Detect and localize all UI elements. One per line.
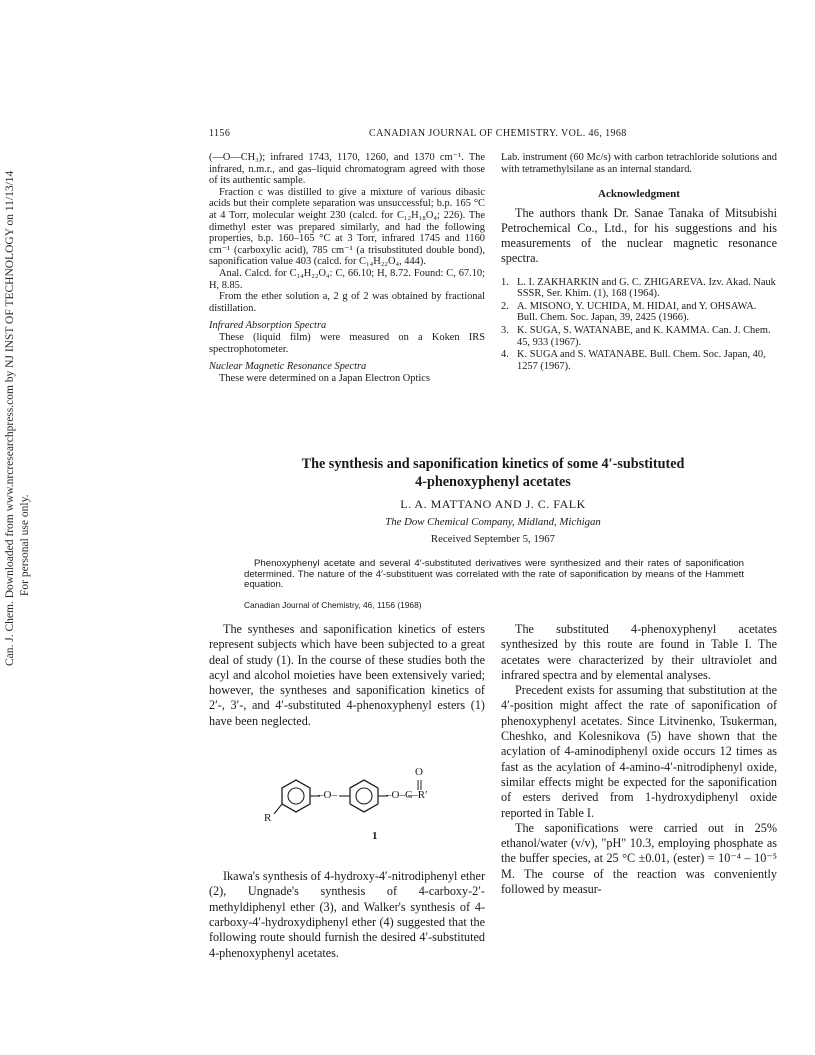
title-line: The synthesis and saponification kinetics of some 4′-substituted [301,456,685,472]
acknowledgment-heading: Acknowledgment [598,188,680,201]
chemical-structure-1 [260,768,490,850]
journal-citation: Canadian Journal of Chemistry, 46, 1156 (1968) [244,600,422,610]
title-line: 4-phenoxyphenyl acetates [415,474,571,490]
journal-header: CANADIAN JOURNAL OF CHEMISTRY. VOL. 46, 1968 [369,128,627,139]
ether-oxygen: –O– [318,789,337,801]
abstract: Phenoxyphenyl acetate and several 4′-substituted derivatives were synthesized and their rates of saponification determined. The nature of the 4′-substituent was correlated with the rate of saponification by means of the Hammett equation. [244,558,744,591]
section-subheading: Infrared Absorption Spectra [209,320,327,332]
acknowledgment-text: The authors thank Dr. Sanae Tanaka of Mitsubishi Petrochemical Co., Ltd., for his suggestions and his measurements of the nuclear magnetic resonance spectra. [501,205,777,266]
paragraph: Precedent exists for assuming that substitution at the 4′-position might affect the rate of saponification of phenoxyphenyl acetates. Since Litvinenko, Tsukerman, Cheshko, and Kolesnikova (5) have shown that the acylation of 4-aminodiphenyl oxide occurs 12 times as fast as the acylation of 4-amino-4′-nitrodiphenyl oxide, similar effects might be expected for the saponification of esters derived from 1-hydroxydiphenyl oxide reported in Table I. [501,683,777,820]
paragraph: The syntheses and saponification kinetics of esters represent subjects which have been subjected to a great deal of study (1). In the course of these studies both the acyl and alcohol moieties have been extensively varied; however, the syntheses and saponification kinetics of 2′-, 3′-, and 4′-substituted 4-phenoxyphenyl esters (1) have been neglected. [209,622,485,728]
reference-item: 4. K. SUGA and S. WATANABE. Bull. Chem. Soc. Japan, 40, 1257 (1967). [501,349,766,372]
paragraph: Fraction c was distilled to give a mixture of various dibasic acids but their complete separation was unsuccessful; b.p. 165 °C at 4 Torr, molecular weight 230 (calcd. for C₁₂H₁₈O₄; 226). The dimethyl ester was prepared similarly, and had the following properties, b.p. 160–165 °C at 3 Torr, infrared 1745 and 1160 cm⁻¹ (carboxylic acid), 785 cm⁻¹ (a trisubstituted double bond), saponification value 403 (calcd. for C₁₄H₂₂O₄, 444). [209,186,485,268]
section-subheading: Nuclear Magnetic Resonance Spectra [209,361,367,373]
paragraph: These were determined on a Japan Electron Optics [219,372,430,384]
reference-item: 3. K. SUGA, S. WATANABE, and K. KAMMA. Can. J. Chem. 45, 933 (1967). [501,324,771,348]
previous-article-left-column [209,152,485,384]
reference-item: 2. A. MISONO, Y. UCHIDA, M. HIDAI, and Y. OHSAWA. Bull. Chem. Soc. Japan, 39, 2425 (1966). [501,300,757,324]
previous-article-right-column [501,152,777,373]
personal-use-note: For personal use only. [19,494,31,596]
paragraph: (—O—CH₃); infrared 1743, 1170, 1260, and 1370 cm⁻¹. The infrared, n.m.r., and gas–liquid chromatogram agreed with those of its authentic sample. [209,152,485,187]
compound-number: 1 [372,830,378,842]
paragraph: Ikawa's synthesis of 4-hydroxy-4′-nitrodiphenyl ether (2), Ungnade's synthesis of 4-carboxy-2′-methyldiphenyl ether (3), and Walker's synthesis of 4-carboxy-4′-hydroxydiphenyl ether (4) suggested that the following route should furnish the desired 4′-substituted 4-phenoxyphenyl acetates. [209,869,485,960]
article-right-column [501,622,777,897]
paragraph: The substituted 4-phenoxyphenyl acetates synthesized by this route are found in Table I. The acetates were characterized by their ultraviolet and infrared spectra and by elemental analyses. [501,622,777,682]
reference-item: 1. L. I. ZAKHARKIN and G. C. ZHIGAREVA. Izv. Akad. Nauk SSSR, Ser. Khim. (1), 168 (1964). [501,276,776,300]
substituent-r: R [264,812,272,824]
article-authors: L. A. MATTANO AND J. C. FALK [400,497,586,511]
author-affiliation: The Dow Chemical Company, Midland, Michigan [385,516,601,528]
carbonyl-oxygen: O [415,766,423,778]
article-title [209,455,777,491]
page-number: 1156 [209,128,231,139]
download-watermark [2,170,36,666]
reference-list [501,277,777,373]
paragraph: These (liquid film) were measured on a Koken IRS spectrophotometer. [209,331,485,355]
paragraph: The saponifications were carried out in 25% ethanol/water (v/v), "pH" 10.3, employing phosphate as the buffer species, at 25 °C ±0.01, (ester) = 10⁻⁴ – 10⁻⁵ M. The course of the reaction was conveniently followed by measur- [501,820,777,897]
received-date: Received September 5, 1967 [430,533,556,545]
download-note-line: Can. J. Chem. Downloaded from www.nrcresearchpress.com by NJ INST OF TECHNOLOGY on 11/13/14 [4,170,16,666]
paragraph: Anal. Calcd. for C₁₄H₂₂O₄: C, 66.10; H, 8.72. Found: C, 67.10; H, 8.85. [209,267,485,291]
ester-group: –O–C–R′ [386,789,428,801]
paragraph: Lab. instrument (60 Mc/s) with carbon tetrachloride solutions and with tetramethylsilane as an internal standard. [501,152,777,175]
paragraph: From the ether solution a, 2 g of 2 was obtained by fractional distillation. [209,291,485,314]
